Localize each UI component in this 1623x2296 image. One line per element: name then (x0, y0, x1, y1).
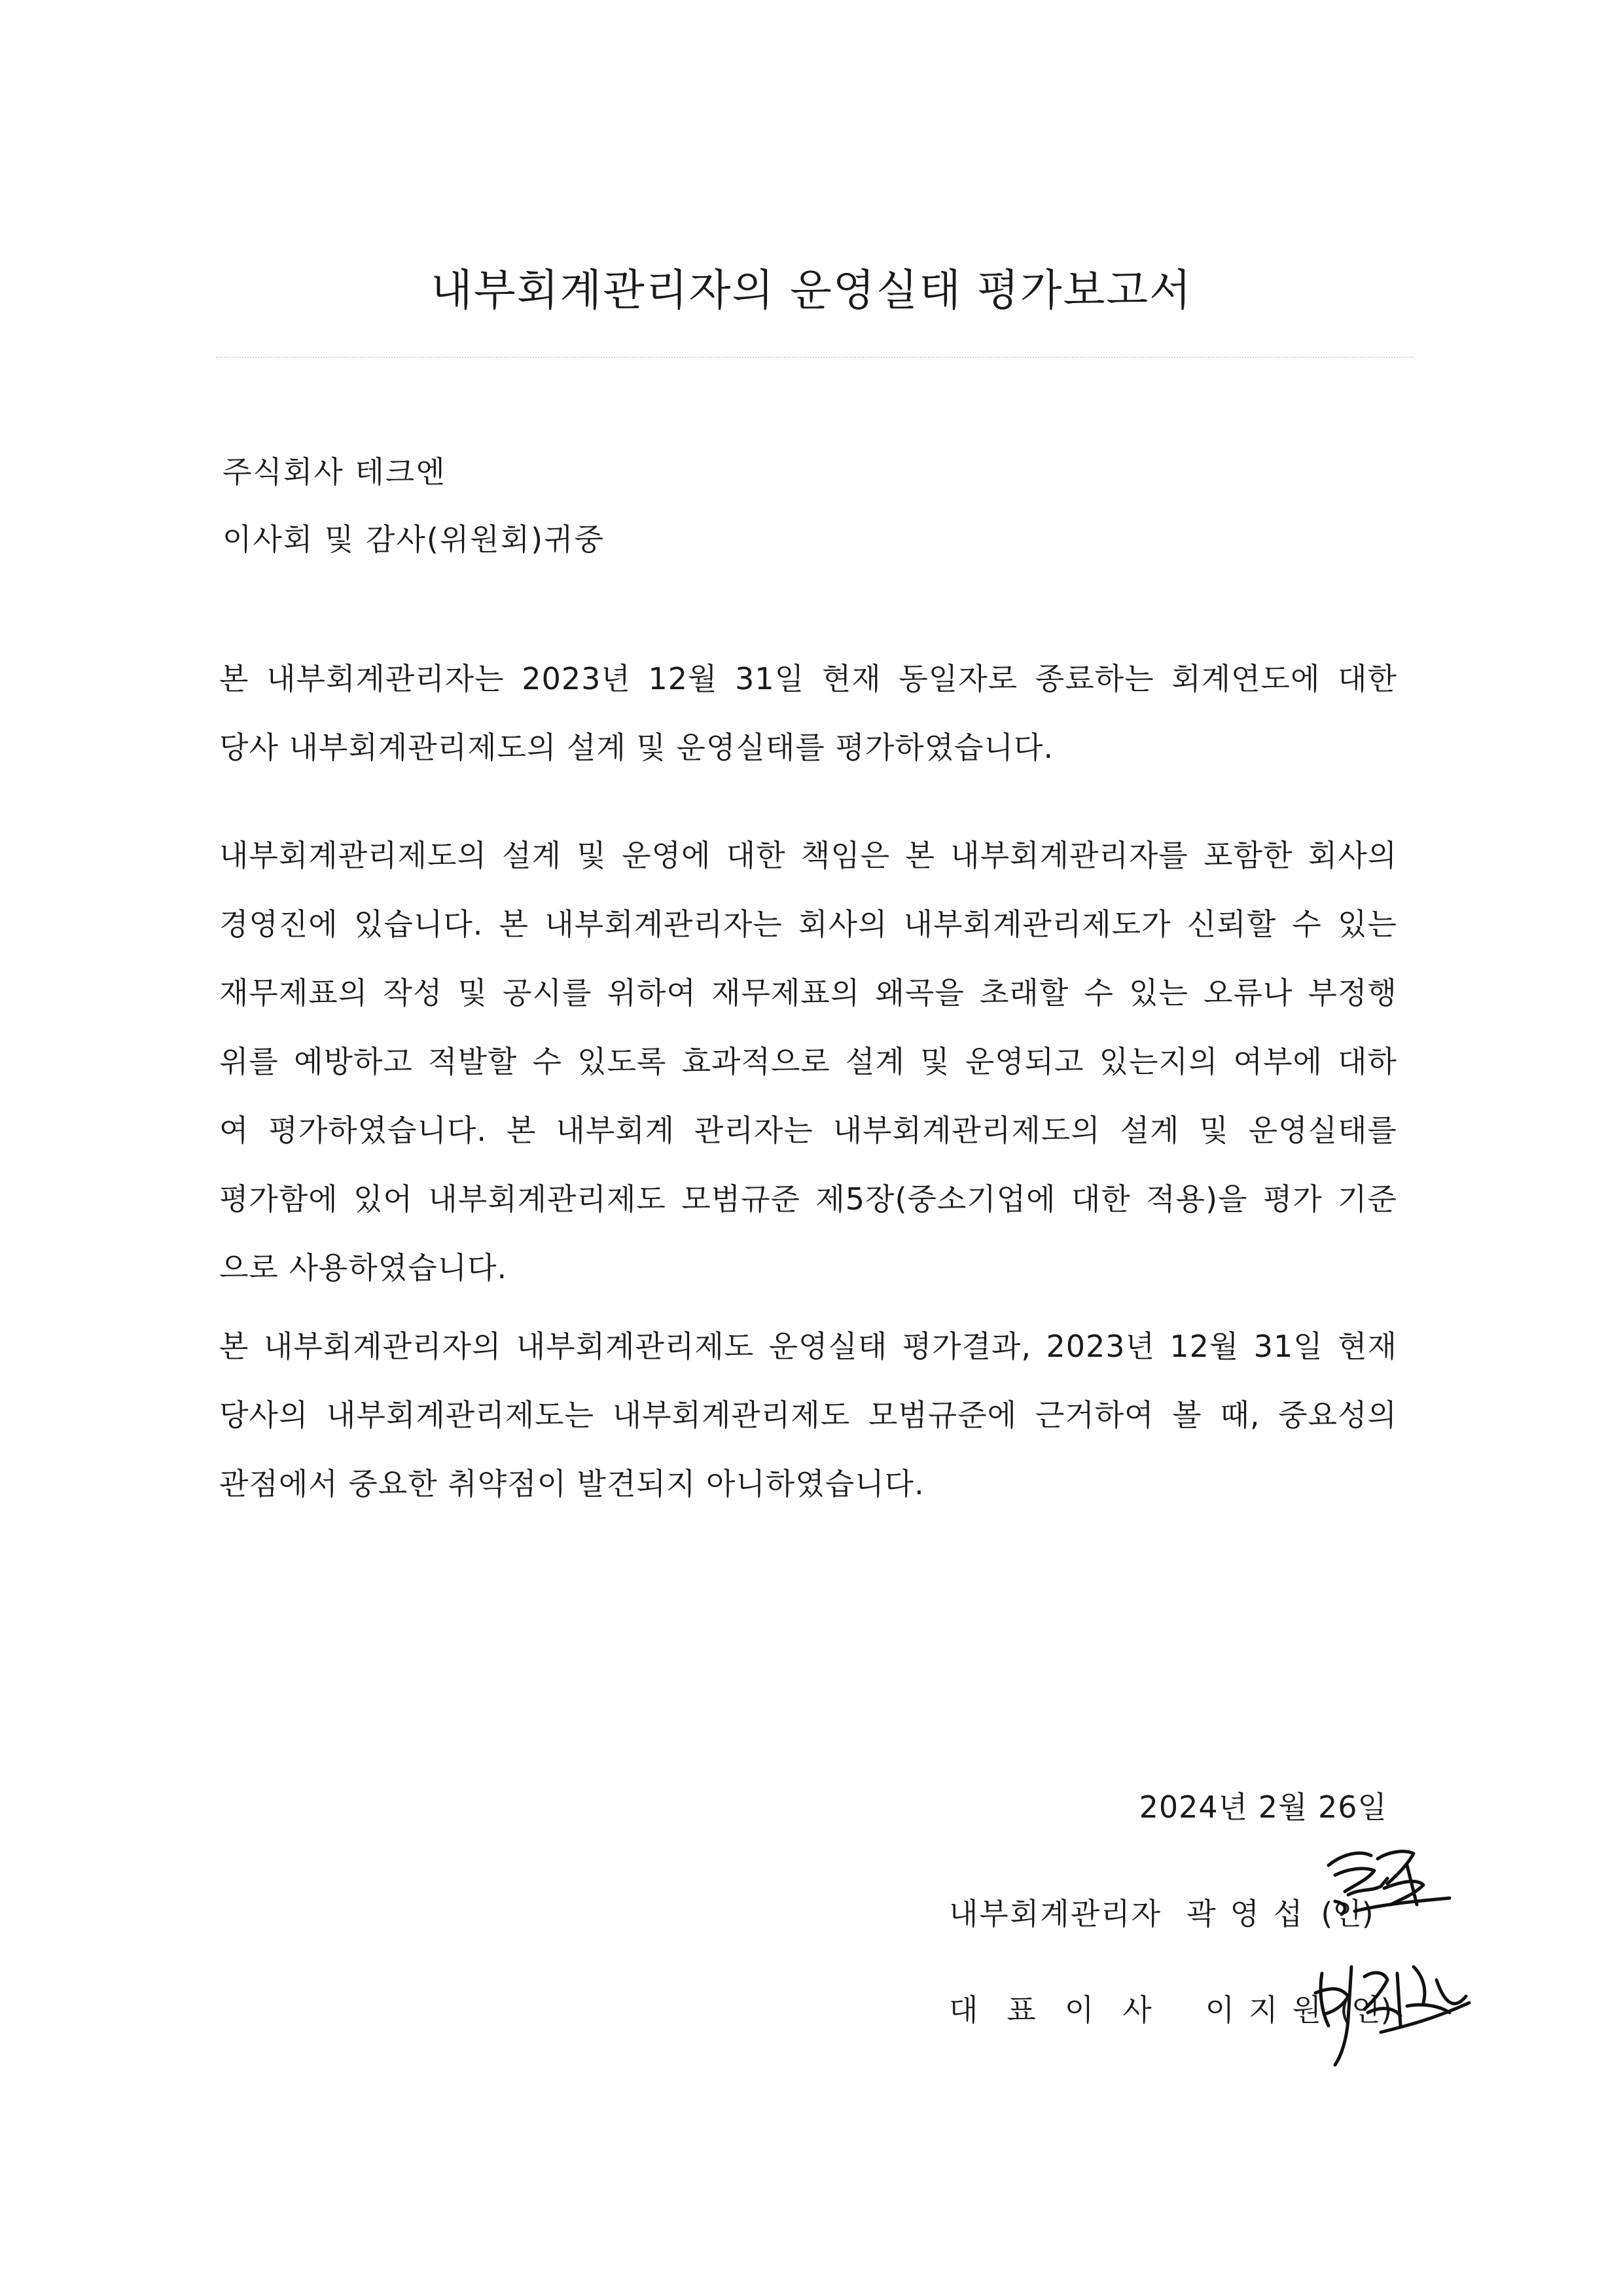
title-divider (216, 357, 1414, 358)
paragraph-line: 경영진에 있습니다. 본 내부회계관리자는 회사의 내부회계관리제도가 신뢰할 수 있는 (219, 906, 1397, 942)
paragraph-line: 평가함에 있어 내부회계관리제도 모범규준 제5장(중소기업에 대한 적용)을 평가 기준 (219, 1181, 1397, 1217)
paragraph-1 (219, 645, 1397, 782)
seal-mark: (인) (1321, 1896, 1374, 1931)
seal-mark: (인) (1340, 1992, 1393, 2028)
paragraph-3 (219, 1312, 1397, 1518)
signatory-role: 내부회계관리자 (949, 1896, 1162, 1931)
paragraph-line: 으로 사용하였습니다. (219, 1250, 508, 1285)
addressee-company: 주식회사 테크엔 (223, 454, 446, 490)
paragraph-line: 관점에서 중요한 취약점이 발견되지 아니하였습니다. (219, 1466, 925, 1501)
report-title: 내부회계관리자의 운영실태 평가보고서 (431, 265, 1192, 315)
handwritten-signature-ceo (1302, 1941, 1479, 2072)
paragraph-line: 본 내부회계관리자의 내부회계관리제도 운영실태 평가결과, 2023년 12월 31일 현재 (219, 1329, 1397, 1364)
handwritten-signature-manager (1309, 1839, 1459, 1944)
paragraph-line: 위를 예방하고 적발할 수 있도록 효과적으로 설계 및 운영되고 있는지의 여부에 대하 (219, 1044, 1397, 1079)
paragraph-2 (219, 821, 1397, 1302)
paragraph-line: 여 평가하였습니다. 본 내부회계 관리자는 내부회계관리제도의 설계 및 운영실태를 (219, 1113, 1397, 1148)
signatory-role: 대표이사 (949, 1992, 1181, 2028)
paragraph-line: 재무제표의 작성 및 공시를 위하여 재무제표의 왜곡을 초래할 수 있는 오류나 부정행 (219, 975, 1397, 1011)
signatory-name: 이지원 (1205, 1992, 1336, 2028)
addressee-recipients: 이사회 및 감사(위원회)귀중 (223, 522, 605, 557)
paragraph-line: 내부회계관리제도의 설계 및 운영에 대한 책임은 본 내부회계관리자를 포함한 회사의 (219, 838, 1397, 873)
paragraph-line: 당사의 내부회계관리제도는 내부회계관리제도 모범규준에 근거하여 볼 때, 중요성의 (219, 1397, 1397, 1433)
paragraph-line: 당사 내부회계관리제도의 설계 및 운영실태를 평가하였습니다. (219, 730, 1054, 765)
signatory-name: 곽영섭 (1186, 1896, 1317, 1931)
paragraph-line: 본 내부회계관리자는 2023년 12월 31일 현재 동일자로 종료하는 회계연도에 대한 (219, 661, 1397, 696)
report-date: 2024년 2월 26일 (1139, 1789, 1387, 1825)
